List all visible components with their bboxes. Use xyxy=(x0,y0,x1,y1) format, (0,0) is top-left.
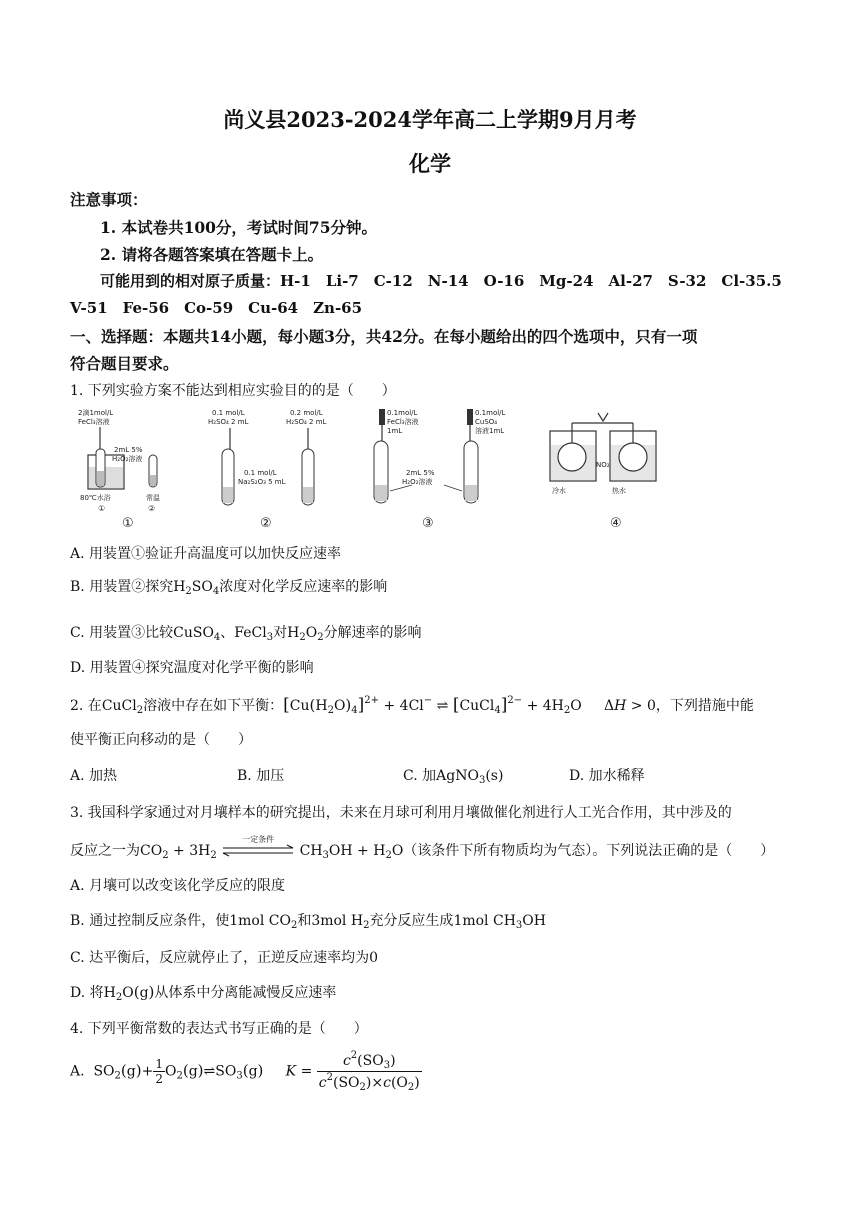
atomic-mass-line-1: 可能用到的相对原子质量：H-1 Li-7 C-12 N-14 O-16 Mg-24 Al-27 S-32 Cl-35.5 xyxy=(100,272,782,290)
d1-label-c: 2mL 5% xyxy=(114,446,143,454)
q1-option-d: D. 用装置④探究温度对化学平衡的影响 xyxy=(70,660,314,676)
d3-label-h: H₂O₂溶液 xyxy=(402,478,433,486)
q2-option-a: A. 加热 xyxy=(70,768,118,784)
device-1-number: ① xyxy=(122,516,134,531)
d4-label-a: NO₂ xyxy=(596,461,610,469)
device-4-number: ④ xyxy=(610,516,622,531)
q1-option-c: C. 用装置③比较CuSO$_4$、FeCl$_3$对$H_2O_2$分解速率的影响 xyxy=(70,625,422,643)
device-2-number: ② xyxy=(260,516,272,531)
question-2-line-2: 使平衡正向移动的是（ ） xyxy=(70,732,252,748)
q3-option-b: B. 通过控制反应条件，使1mol $CO_2$和3mol $H_2$充分反应生成1mol $CH_3OH$ xyxy=(70,913,546,931)
d2-label-c: 0.2 mol/L xyxy=(290,409,323,417)
flask xyxy=(558,443,586,471)
notice-heading: 注意事项： xyxy=(70,190,148,209)
d3-label-f: 溶液1mL xyxy=(475,427,505,435)
d4-label-b: 冷水 xyxy=(552,487,566,495)
notice-item-1: 1. 本试卷共100分，考试时间75分钟。 xyxy=(100,218,378,237)
d2-label-b: H₂SO₄ 2 mL xyxy=(208,418,249,426)
flask xyxy=(619,443,647,471)
d2-label-f: Na₂S₂O₃ 5 mL xyxy=(238,478,286,486)
d3-label-g: 2mL 5% xyxy=(406,469,435,477)
d3-label-d: 0.1mol/L xyxy=(475,409,506,417)
equilibrium-arrow: 一定条件 xyxy=(221,844,295,858)
d1-label-b: FeCl₃溶液 xyxy=(78,418,110,426)
clamp-icon xyxy=(598,413,608,421)
d1-small-1: ① xyxy=(98,504,106,513)
atomic-mass-line-2: V-51 Fe-56 Co-59 Cu-64 Zn-65 xyxy=(70,299,363,317)
d4-label-c: 热水 xyxy=(612,487,626,495)
q3-option-a: A. 月壤可以改变该化学反应的限度 xyxy=(70,878,286,894)
d3-label-b: FeCl₃溶液 xyxy=(387,418,419,426)
d1-small-2: ② xyxy=(148,504,156,513)
question-2-line-1: 2. 在CuCl$_2$溶液中存在如下平衡：$[Cu(H_2O)_4]^{2+} + 4Cl^-$ ⇌ [CuCl$_4$]$^{2-}$ + $4H_2O$ ΔH > 0，下列措施中能 xyxy=(70,695,754,716)
q3-option-d: D. 将$H_2O(g)$从体系中分离能减慢反应速率 xyxy=(70,983,337,1003)
d3-label-e: CuSO₄ xyxy=(475,418,498,426)
d1-label-a: 2滴1mol/L xyxy=(78,409,114,417)
d3-label-a: 0.1mol/L xyxy=(387,409,418,417)
d1-label-d: H₂O₂溶液 xyxy=(112,455,143,463)
d3-label-c: 1mL xyxy=(387,427,403,435)
section-heading-line-2: 符合题目要求。 xyxy=(70,354,179,373)
q1-option-a: A. 用装置①验证升高温度可以加快反应速率 xyxy=(70,546,342,562)
question-1-figure xyxy=(72,405,662,531)
d2-label-d: H₂SO₄ 2 mL xyxy=(286,418,327,426)
d2-label-a: 0.1 mol/L xyxy=(212,409,245,417)
exam-subject: 化学 xyxy=(409,151,451,176)
device-3-number: ③ xyxy=(422,516,434,531)
question-4-stem: 4. 下列平衡常数的表达式书写正确的是（ ） xyxy=(70,1021,368,1037)
q3-option-c: C. 达平衡后，反应就停止了，正逆反应速率均为0 xyxy=(70,950,379,966)
exam-title: 尚义县2023-2024学年高二上学期9月月考 xyxy=(223,107,637,132)
q4-option-a: A. $SO_2(g)+$ $\frac{1}{2}$ $O_2(g)\rightleftharpoons SO_3(g)$ K = $\frac{c^2(SO_3)}{c^2(SO_2)\times c(O_2)}$ xyxy=(70,1050,420,1093)
question-3-line-2: 反应之一为$CO_2 + 3H_2$ 一定条件 $CH_3OH + H_2O$（该条件下所有物质均为气态）。下列说法正确的是（ ） xyxy=(70,835,775,861)
q2-option-b: B. 加压 xyxy=(237,768,285,784)
q2-option-c: C. 加AgNO$_3$(s) xyxy=(403,768,504,786)
d1-label-e: 80℃水浴 xyxy=(80,494,111,502)
question-3-line-1: 3. 我国科学家通过对月壤样本的研究提出，未来在月球可利用月壤做催化剂进行人工光合作用，其中涉及的 xyxy=(70,805,732,821)
d2-label-e: 0.1 mol/L xyxy=(244,469,277,477)
question-1-stem: 1. 下列实验方案不能达到相应实验目的的是（ ） xyxy=(70,383,396,399)
q2-option-d: D. 加水稀释 xyxy=(569,768,645,784)
notice-item-2: 2. 请将各题答案填在答题卡上。 xyxy=(100,245,324,264)
section-heading-line-1: 一、选择题：本题共14小题，每小题3分，共42分。在每小题给出的四个选项中，只有一项 xyxy=(70,327,698,346)
q1-option-b: B. 用装置②探究$H_2SO_4$浓度对化学反应速率的影响 xyxy=(70,579,388,597)
d1-label-f: 常温 xyxy=(146,494,160,502)
